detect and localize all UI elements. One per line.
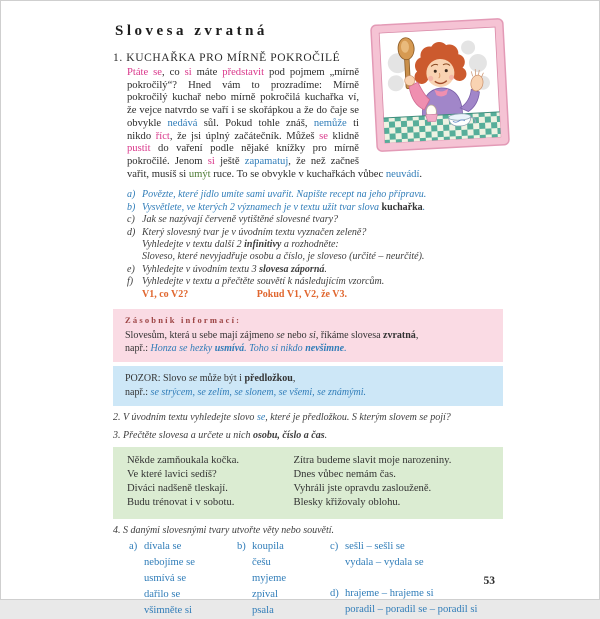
verb-item: myjeme: [237, 571, 330, 587]
task-4-columns: [129, 539, 503, 618]
task-4-group-d: [330, 586, 477, 618]
sentence-formulas: [127, 289, 503, 301]
question-c-text: Jak se nazývají červeně vytištěné slovesné tvary?: [142, 214, 338, 225]
column-d-label: d): [330, 586, 345, 602]
task-4-group-c: [330, 539, 477, 571]
question-d-label: d): [127, 227, 142, 239]
sentence-right-3: Vyhráli jste opravdu zaslouženě.: [294, 482, 489, 496]
formula-1: V1, co V2?: [142, 289, 188, 300]
column-c-label: c): [330, 539, 345, 555]
sentence-right-2: Dnes vůbec nemám čas.: [294, 468, 489, 482]
verb-item: dařilo se: [129, 587, 237, 603]
verb-item: dívala se: [144, 541, 181, 552]
page-number: 53: [484, 575, 496, 587]
question-e-text: Vyhledejte v úvodním textu 3 slovesa záporná.: [142, 264, 327, 275]
formula-2: Pokud V1, V2, že V3.: [257, 289, 347, 300]
question-b-text: Vysvětlete, ve kterých 2 významech je v textu užit tvar slova kuchařka.: [142, 202, 425, 213]
question-d-sub1: Vyhledejte v textu další 2 infinitivy a rozhodněte:: [127, 239, 503, 251]
task-4-column-a: [129, 539, 237, 618]
task-3: [113, 430, 503, 443]
verb-item: usmívá se: [129, 571, 237, 587]
question-a-label: a): [127, 189, 142, 201]
verb-item: sešli – sešli se: [345, 541, 405, 552]
column-a-label: a): [129, 539, 144, 555]
intro-paragraph: Ptáte se, co si máte představit pod pojmem „mírně pokročilý“? Hned vám to prozradíme: Mírně pokročilý kuchař nebo mírně pokročilá kuchařka ví, že vejce natvrdo se vaří i se skořápkou a že do čaje se obvykle nedává sůl. Pokud tohle znáš, nemůže ti nikdo říct, že jsi úplný začátečník. Můžeš se klidně pustit do vaření podle nějaké knížky pro mírně pokročilé. Jenom si ještě zapamatuj, že než začneš vařit, musíš si umýt ruce. To se obvykle v kuchařkách vůbec neuvádí.: [127, 67, 503, 181]
task-2-number: 2.: [113, 412, 121, 423]
sentence-box: [113, 447, 503, 519]
pozor-line2: např.: se strýcem, se zelím, se slonem, se všemi, se známými.: [125, 386, 491, 399]
sentence-right-1: Zítra budeme slavit moje narozeniny.: [294, 454, 489, 468]
verb-item: češu: [237, 555, 330, 571]
question-d: [127, 227, 503, 239]
question-b-label: b): [127, 202, 142, 214]
question-e: [127, 264, 503, 276]
task-4-column-b: [237, 539, 330, 618]
verb-item: zpíval: [237, 587, 330, 603]
question-e-label: e): [127, 264, 142, 276]
question-a: [127, 189, 503, 201]
sentence-right-4: Blesky křižovaly oblohu.: [294, 496, 489, 510]
question-d-sub2: Sloveso, které nevyjadřuje osobu a číslo, je sloveso (určité – neurčité).: [127, 251, 503, 263]
info-box: [113, 309, 503, 363]
verb-item: hrajeme – hrajeme si: [345, 588, 434, 599]
section1-heading: 1. KUCHAŘKA PRO MÍRNĚ POKROČILÉ: [113, 52, 503, 64]
verb-item: všimněte si: [129, 603, 237, 619]
question-f-text: Vyhledejte v textu a přečtěte souvětí k následujícím vzorcům.: [142, 276, 384, 287]
task-3-number: 3.: [113, 430, 121, 441]
question-f: [127, 276, 503, 288]
task-4-column-cd: [330, 539, 477, 618]
task-3-text: Přečtěte slovesa a určete u nich osobu, číslo a čas.: [123, 430, 327, 441]
task-4: [113, 525, 503, 538]
question-b: [127, 202, 503, 214]
sentence-left-2: Ve které lavici sedíš?: [127, 468, 294, 482]
column-b-label: b): [237, 539, 252, 555]
verb-item: vydala – vydala se: [330, 555, 477, 571]
question-c: [127, 214, 503, 226]
sentence-left-4: Budu trénovat i v sobotu.: [127, 496, 294, 510]
question-list: [127, 189, 503, 302]
verb-item: poradil – poradil se – poradil si: [330, 602, 477, 618]
verb-item: nebojíme se: [129, 555, 237, 571]
task-4-number: 4.: [113, 525, 121, 536]
task-4-text: S danými slovesnými tvary utvořte věty nebo souvětí.: [123, 525, 334, 536]
sentence-left-1: Někde zamňoukala kočka.: [127, 454, 294, 468]
question-a-text: Povězte, které jídlo umíte sami uvařit. Napište recept na jeho přípravu.: [142, 189, 426, 200]
question-f-label: f): [127, 276, 142, 288]
sentence-left-3: Diváci nadšeně tleskají.: [127, 482, 294, 496]
info-box-line1: Slovesům, která u sebe mají zájmeno se nebo si, říkáme slovesa zvratná,: [125, 329, 491, 342]
info-box-line2: např.: Honza se hezky usmívá. Toho si nikdo nevšimne.: [125, 342, 491, 355]
pozor-line1: POZOR: Slovo se může být i předložkou,: [125, 372, 491, 385]
cook-illustration: [369, 17, 511, 153]
task-2-text: V úvodním textu vyhledejte slovo se, které je předložkou. S kterým slovem se pojí?: [123, 412, 451, 423]
pozor-box: [113, 366, 503, 405]
question-c-label: c): [127, 214, 142, 226]
page-title: Slovesa zvratná: [115, 23, 503, 40]
task-2: [113, 412, 503, 425]
cook-illustration-image: [369, 17, 511, 153]
question-d-text: Který slovesný tvar je v úvodním textu vyznačen zeleně?: [142, 227, 366, 238]
info-box-header: Zásobník informací:: [125, 315, 491, 326]
verb-item: psala: [237, 603, 330, 619]
verb-item: koupila: [252, 541, 284, 552]
